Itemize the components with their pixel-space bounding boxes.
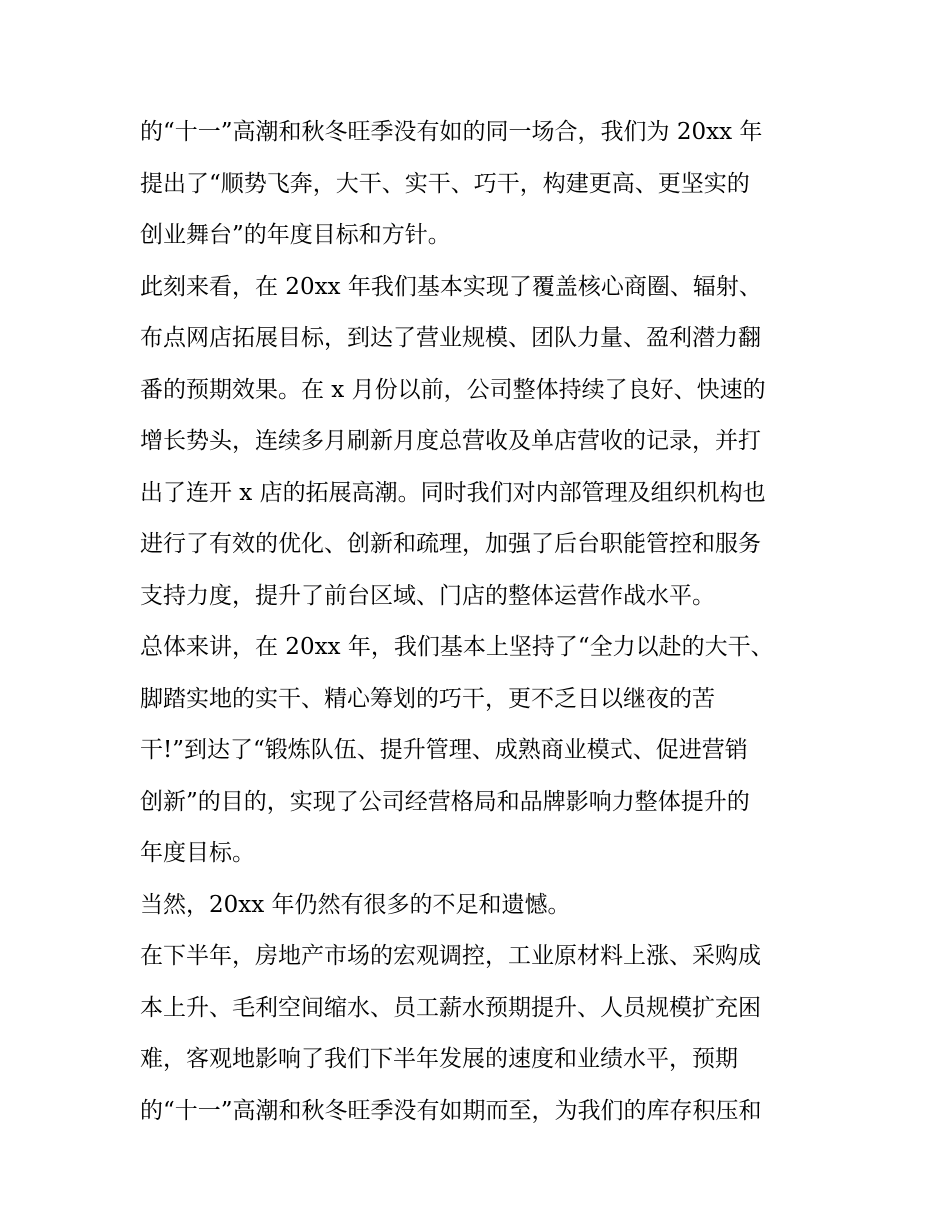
text-line: 脚踏实地的实干、精心筹划的巧干，更不乏日以继夜的苦 — [140, 685, 715, 712]
text-line: 提出了“顺势飞奔，大干、实干、巧干，构建更高、更坚实的 — [140, 170, 750, 197]
text-line: 此刻来看，在 20xx 年我们基本实现了覆盖核心商圈、辐射、 — [140, 273, 762, 300]
text-line: 进行了有效的优化、创新和疏理，加强了后台职能管控和服务 — [140, 531, 761, 557]
text-line: 干!”到达了“锻炼队伍、提升管理、成熟商业模式、促进营销 — [140, 737, 748, 763]
text-line: 在下半年，房地产市场的宏观调控，工业原材料上涨、采购成 — [140, 943, 761, 969]
text-line: 的“十一”高潮和秋冬旺季没有如的同一场合，我们为 20xx 年 — [140, 119, 763, 145]
text-line: 的“十一”高潮和秋冬旺季没有如期而至，为我们的库存积压和 — [140, 1097, 762, 1124]
text-line: 年度目标。 — [140, 840, 255, 866]
text-line: 总体来讲，在 20xx 年，我们基本上坚持了“全力以赴的大干、 — [140, 634, 774, 660]
text-line: 本上升、毛利空间缩水、员工薪水预期提升、人员规模扩充困 — [140, 994, 761, 1021]
text-line: 难，客观地影响了我们下半年发展的速度和业绩水平，预期 — [140, 1046, 738, 1072]
text-line: 出了连开 x 店的拓展高潮。同时我们对内部管理及组织机构也 — [140, 479, 766, 506]
text-line: 支持力度，提升了前台区域、门店的整体运营作战水平。 — [140, 582, 715, 609]
text-line: 当然，20xx 年仍然有很多的不足和遗憾。 — [140, 891, 571, 918]
text-line: 番的预期效果。在 x 月份以前，公司整体持续了良好、快速的 — [140, 376, 766, 403]
text-line: 创新”的目的，实现了公司经营格局和品牌影响力整体提升的 — [140, 788, 750, 815]
document-body — [140, 107, 820, 1137]
text-line: 增长势头，连续多月刷新月度总营收及单店营收的记录，并打 — [140, 428, 761, 454]
text-line: 布点网店拓展目标，到达了营业规模、团队力量、盈利潜力翻 — [140, 325, 761, 351]
text-line: 创业舞台”的年度目标和方针。 — [140, 222, 451, 248]
